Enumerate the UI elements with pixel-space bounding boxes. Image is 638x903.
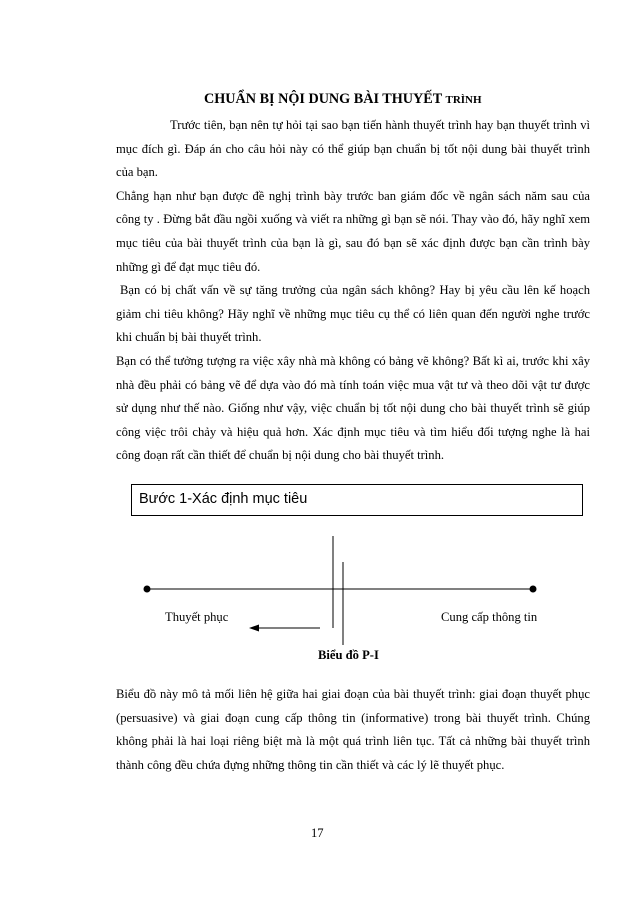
paragraph: Bạn có bị chất vấn về sự tăng trưởng của ngân sách không? Hay bị yêu cầu lên kế hoạch giảm chi tiêu không? Hãy nghĩ về những mục tiêu cụ thể có liên quan đến người nghe trước khi chuẩn bị bài thuyết trình.	[116, 283, 590, 345]
right-endpoint-dot	[530, 586, 537, 593]
step-box: Bước 1-Xác định mục tiêu	[131, 484, 583, 516]
inform-label: Cung cấp thông tin	[441, 610, 538, 624]
title-end: TRÌNH	[445, 94, 482, 106]
paragraph: Biểu đồ này mô tả mối liên hệ giữa hai giai đoạn của bài thuyết trình: giai đoạn thuyết phục (persuasive) và giai đoạn cung cấp thông tin (informative) trong bài thuyết trình. Chúng không phải là hai loại riêng biệt mà là một quá trình liên tục. Tất cả những bài thuyết trình thành công đều chứa đựng những thông tin cần thiết và các lý lẽ thuyết phục.	[116, 687, 590, 772]
diagram-caption: Biểu đồ P-I	[318, 648, 379, 662]
left-endpoint-dot	[144, 586, 151, 593]
title-main: CHUẨN BỊ NỘI DUNG BÀI THUYẾT	[204, 91, 442, 107]
explanation-text	[116, 683, 590, 777]
paragraph: Chẳng hạn như bạn được đề nghị trình bày trước ban giám đốc về ngân sách năm sau của công ty . Đừng bắt đầu ngồi xuống và viết ra những gì bạn sẽ nói. Thay vào đó, hãy nghĩ xem mục tiêu của bài thuyết trình của bạn là gì, sau đó bạn sẽ xác định được bạn cần trình bày những gì để đạt mục tiêu đó.	[116, 188, 590, 274]
paragraph: Trước tiên, bạn nên tự hỏi tại sao bạn tiến hành thuyết trình hay bạn thuyết trình vì mục đích gì. Đáp án cho câu hỏi này có thể giúp bạn chuẩn bị tốt nội dung bài thuyết trình của bạn.	[116, 118, 590, 180]
paragraph: Bạn có thể tưởng tượng ra việc xây nhà mà không có bảng vẽ không? Bất kì ai, trước khi xây nhà đều phải có bảng vẽ để dựa vào đó mà tính toán việc mua vật tư và theo dõi vật tư được sử dụng như thế nào. Giống như vậy, việc chuẩn bị tốt nội dung cho bài thuyết trình sẽ giúp công việc trôi chảy và hiệu quả hơn. Xác định mục tiêu và tìm hiểu đối tượng nghe là hai công đoạn rất cần thiết để chuẩn bị nội dung cho bài thuyết trình.	[116, 353, 590, 463]
arrow-left-icon	[249, 625, 259, 632]
persuade-label: Thuyết phục	[165, 610, 229, 624]
page-number: 17	[311, 826, 324, 840]
